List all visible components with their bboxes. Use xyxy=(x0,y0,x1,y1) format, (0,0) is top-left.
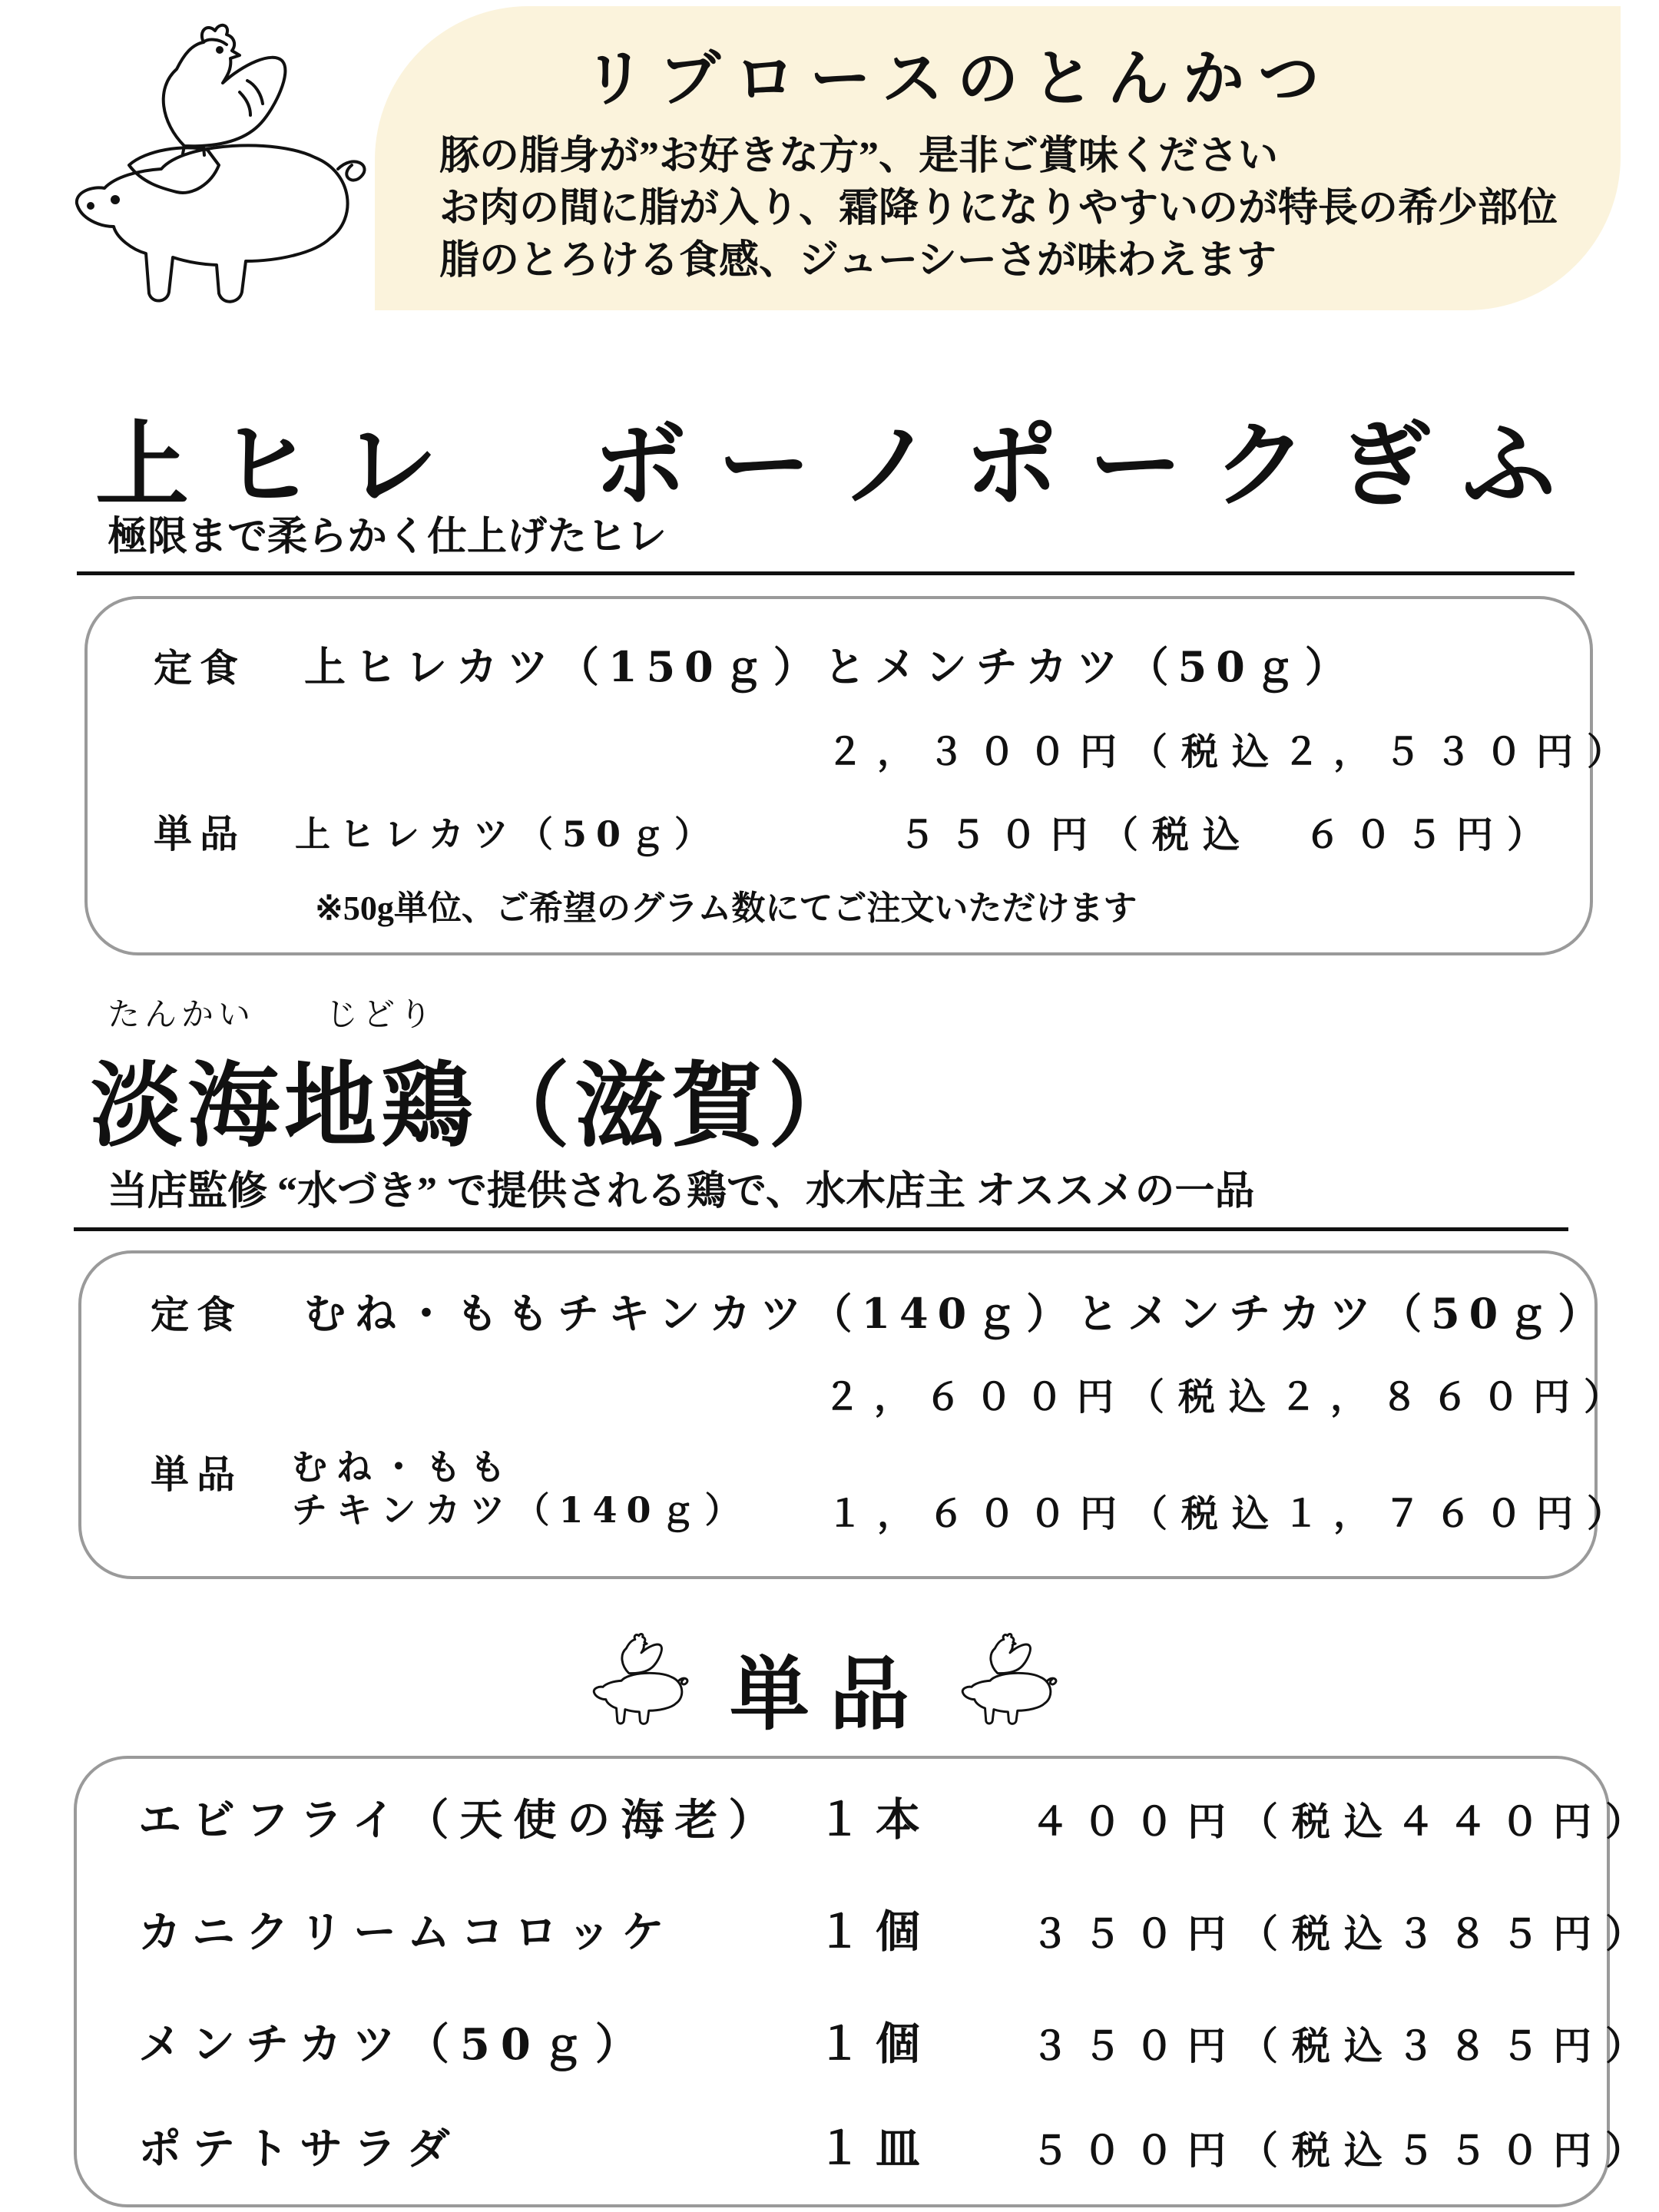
chicken-ruby-right: じどり xyxy=(326,998,437,1033)
intro-title: リブロースのとんかつ xyxy=(584,42,1333,114)
alacarte-item-name: メンチカツ（50ｇ） xyxy=(138,2019,649,2070)
alacarte-item-price: ４００円（税込４４０円） xyxy=(1031,1799,1657,1844)
hire-divider xyxy=(77,571,1575,575)
hire-set-name: 上ヒレカツ（150ｇ）とメンチカツ（50ｇ） xyxy=(304,642,1356,691)
chicken-subtitle: 当店監修 “水づき” で提供される鶏で、水木店主 オススメの一品 xyxy=(108,1170,1255,1214)
hire-subtitle: 極限まで柔らかく仕上げたヒレ xyxy=(108,515,667,559)
alacarte-item-qty: １皿 xyxy=(817,2122,935,2174)
alacarte-item-name: ポテトサラダ xyxy=(138,2124,461,2174)
pig-with-chicken-icon xyxy=(69,8,376,315)
hire-single-price: ５５０円（税込 ６０５円） xyxy=(899,813,1558,856)
alacarte-item-name: エビフライ（天使の海老） xyxy=(138,1795,783,1846)
hire-single-name: 上ヒレカツ（50ｇ） xyxy=(295,813,720,855)
intro-line-2: お肉の間に脂が入り、霜降りになりやすいのが特長の希少部位 xyxy=(439,187,1558,230)
pig-with-chicken-icon xyxy=(960,1628,1060,1728)
chicken-divider xyxy=(74,1227,1568,1231)
alacarte-item-name: カニクリームコロッケ xyxy=(138,1907,675,1958)
chicken-single-label: 単品 xyxy=(151,1452,243,1497)
alacarte-item-qty: １個 xyxy=(817,2018,935,2070)
alacarte-item-price: ５００円（税込５５０円） xyxy=(1031,2128,1657,2173)
intro-line-1: 豚の脂身が”お好きな方”、是非ご賞味ください xyxy=(439,134,1279,178)
alacarte-item-price: ３５０円（税込３８５円） xyxy=(1031,2023,1657,2068)
alacarte-item-price: ３５０円（税込３８５円） xyxy=(1031,1911,1657,1956)
chicken-set-label: 定食 xyxy=(151,1292,243,1337)
pig-with-chicken-icon xyxy=(591,1628,691,1728)
alacarte-item-qty: １個 xyxy=(817,1906,935,1958)
intro-line-3: 脂のとろける食感、ジューシーさが味わえます xyxy=(439,239,1277,283)
chicken-single-name-2: チキンカツ（140ｇ） xyxy=(292,1489,750,1531)
alacarte-heading: 単品 xyxy=(730,1647,930,1741)
hire-single-label: 単品 xyxy=(154,811,246,856)
chicken-title: 淡海地鶏（滋賀） xyxy=(91,1051,865,1160)
chicken-set-name: むね・ももチキンカツ（140ｇ）とメンチカツ（50ｇ） xyxy=(304,1289,1609,1338)
chicken-set-price: ２，６００円（税込２，８６０円） xyxy=(823,1376,1635,1419)
chicken-ruby-left: たんかい xyxy=(108,998,256,1033)
hire-title: 上ヒレ ボーノポークぎふ xyxy=(95,409,1587,520)
hire-set-price: ２，３００円（税込２，５３０円） xyxy=(826,730,1638,773)
alacarte-item-qty: １本 xyxy=(817,1793,935,1846)
hire-set-label: 定食 xyxy=(154,645,246,690)
hire-note: ※50g単位、ご希望のグラム数にてご注文いただけます xyxy=(315,889,1137,927)
chicken-single-name-1: むね・もも xyxy=(292,1446,515,1488)
chicken-single-price: １，６００円（税込１，７６０円） xyxy=(826,1492,1638,1535)
